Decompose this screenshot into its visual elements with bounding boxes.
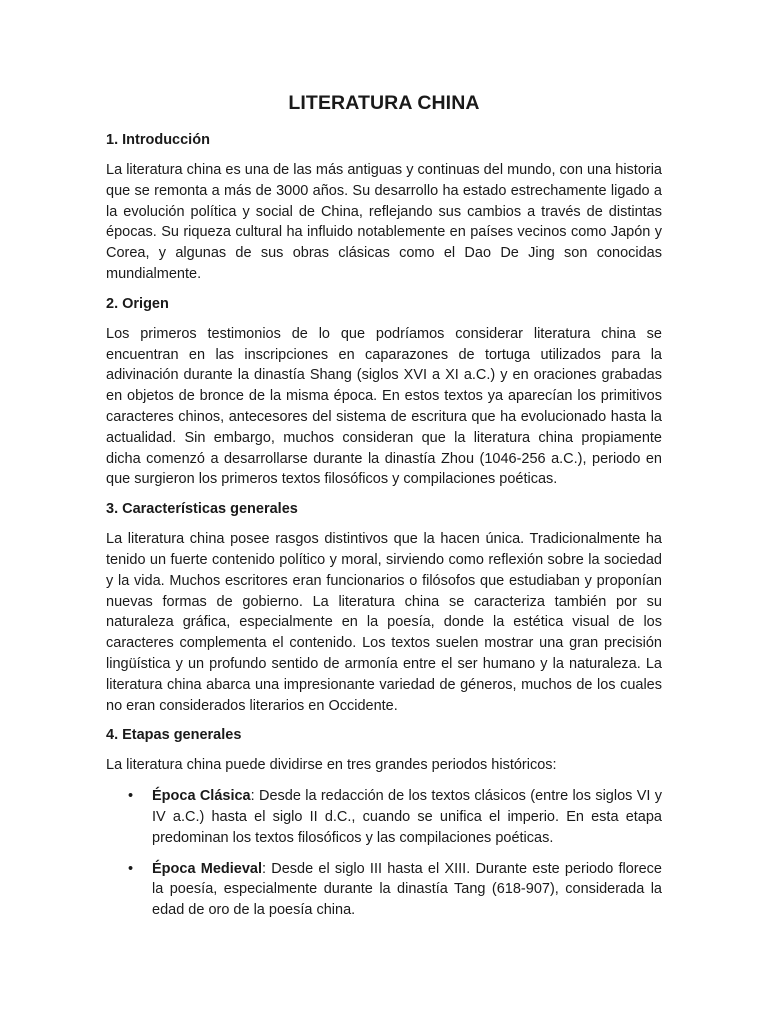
section-paragraph: La literatura china es una de las más antiguas y continuas del mundo, con una historia que se remonta a más de 3000 años. Su desarrollo ha estado estrechamente ligado a la evolución política y social de China, reflejando sus cambios a través de distintas épocas. Su riqueza cultural ha influido notablemente en países vecinos como Japón y Corea, y algunas de sus obras clásicas como el Dao De Jing son conocidas mundialmente.: [106, 162, 662, 282]
section-heading: 4. Etapas generales: [106, 727, 242, 744]
list-item: [128, 859, 662, 921]
periods-list: [106, 786, 662, 921]
section-introduccion: [106, 131, 662, 285]
section-heading: 3. Características generales: [106, 501, 298, 518]
section-etapas: [106, 726, 662, 921]
bullet-icon: •: [128, 788, 134, 805]
list-item-term: Época Medieval: [152, 860, 262, 877]
list-item-term: Época Clásica: [152, 788, 251, 805]
list-item: [128, 786, 662, 848]
list-item-text: : Desde la redacción de los textos clásicos (entre los siglos VI y IV a.C.) hasta el siglo II d.C., cuando se unifica el imperio. En esta etapa predominan los textos filosóficos y las compilaciones poéticas.: [152, 788, 662, 846]
section-heading: 1. Introducción: [106, 132, 210, 148]
section-paragraph: La literatura china puede dividirse en tres grandes periodos históricos:: [106, 757, 557, 774]
section-paragraph: Los primeros testimonios de lo que podríamos considerar literatura china se encuentran en las inscripciones en caparazones de tortuga utilizados para la adivinación durante la dinastía Shang (siglos XVI a XI a.C.) y en oraciones grabadas en objetos de bronce de la misma época. En estos textos ya aparecían los primitivos caracteres chinos, antecesores del sistema de escritura que ha evolucionado hasta la actualidad. Sin embargo, muchos consideran que la literatura china propiamente dicha comenzó a desarrollarse durante la dinastía Zhou (1046-256 a.C.), periodo en que surgieron los primeros textos filosóficos y compilaciones poéticas.: [106, 325, 662, 488]
list-item-text: : Desde el siglo III hasta el XIII. Durante este periodo florece la poesía, especialmente durante la dinastía Tang (618-907), considerada la edad de oro de la poesía china.: [152, 860, 662, 919]
bullet-icon: •: [128, 860, 134, 877]
section-caracteristicas: [106, 500, 662, 716]
section-paragraph: La literatura china posee rasgos distintivos que la hacen única. Tradicionalmente ha tenido un fuerte contenido político y moral, sirviendo como reflexión sobre la sociedad y la vida. Muchos escritores eran funcionarios o filósofos que estudiaban y proponían nuevas formas de gobierno. La literatura china se caracteriza también por su naturaleza gráfica, especialmente en la poesía, donde la estética visual de los caracteres complementa el contenido. Los textos suelen mostrar una gran precisión lingüística y un profundo sentido de armonía entre el ser humano y la naturaleza. La literatura china abarca una impresionante variedad de géneros, muchos de los cuales no eran considerados literarios en Occidente.: [106, 531, 662, 714]
section-heading: 2. Origen: [106, 295, 169, 312]
document-title: LITERATURA CHINA: [288, 92, 480, 114]
section-origen: [106, 295, 662, 490]
